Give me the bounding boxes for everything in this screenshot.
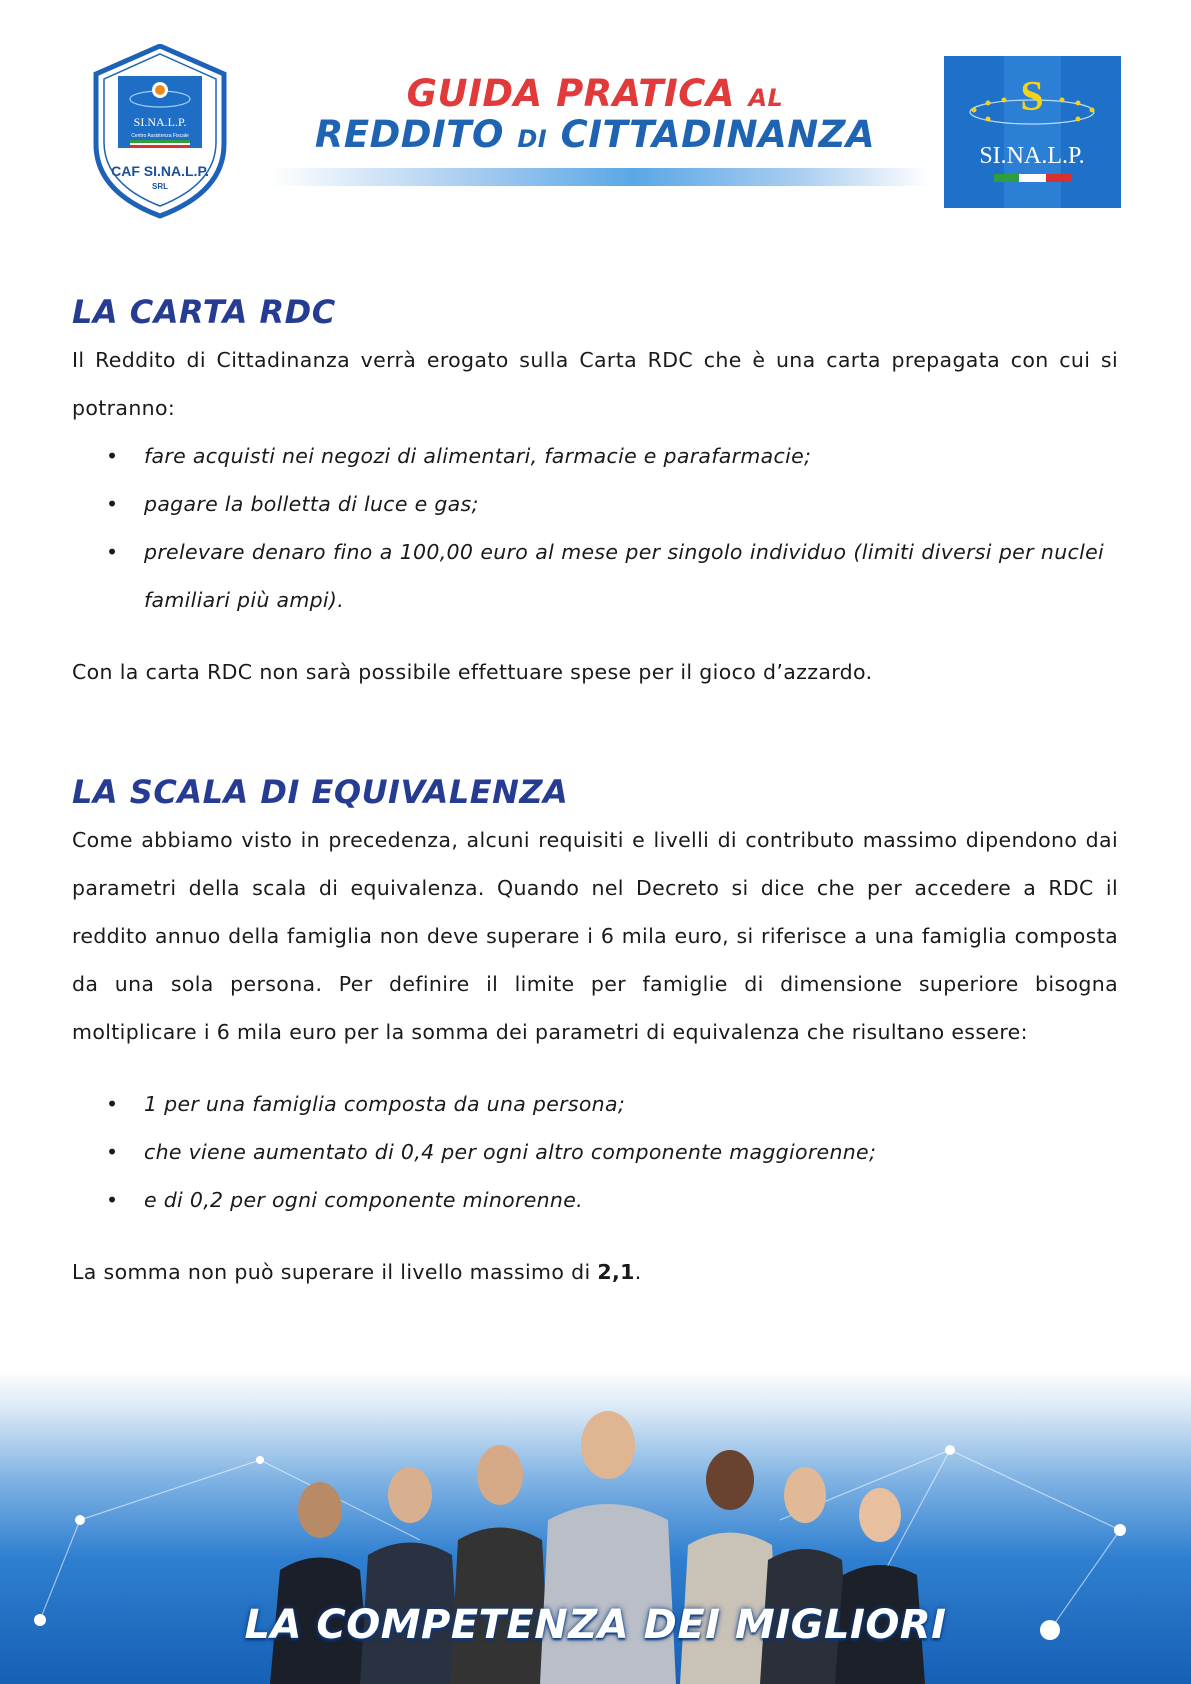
title-line-2: [260, 112, 930, 156]
title-di: DI: [517, 124, 548, 153]
bullet-icon: •: [106, 1140, 119, 1164]
title-reddito: REDDITO: [314, 112, 504, 156]
list-item-text: che viene aumentato di 0,4 per ogni altro componente maggiorenne;: [144, 1140, 877, 1164]
max-level-value: 2,1: [597, 1260, 635, 1284]
title-al: AL: [748, 84, 784, 112]
section-scala-equivalenza: [72, 768, 1118, 1296]
footer-slogan: LA COMPETENZA DEI MIGLIORI: [244, 1602, 947, 1648]
paragraph-scala-intro: Come abbiamo visto in precedenza, alcuni requisiti e livelli di contributo massimo dipendono dai parametri della scala di equivalenza. Quando nel Decreto si dice che per accedere a RDC il reddito annuo della famiglia non deve superare i 6 mila euro, si riferisce a una famiglia composta da una sola persona. Per definire il limite per famiglie di dimensione superiore bisogna moltiplicare i 6 mila euro per la somma dei parametri di equivalenza che risultano essere:: [72, 828, 1118, 1044]
bullet-icon: •: [106, 492, 119, 516]
page-footer-banner: [0, 1370, 1191, 1684]
list-item-text: e di 0,2 per ogni componente minorenne.: [144, 1188, 583, 1212]
section-heading-scala-equivalenza: LA SCALA DI EQUIVALENZA: [72, 773, 569, 811]
spacer: [72, 1224, 1118, 1248]
closing-text: La somma non può superare il livello massimo di: [72, 1260, 598, 1284]
page-header: [0, 0, 1191, 230]
logo-left-tagline: Centro Assistenza Fiscale: [131, 133, 189, 139]
list-item: [72, 1176, 1118, 1224]
list-item: [72, 480, 1118, 528]
paragraph-carta-rdc-closing: Con la carta RDC non sarà possibile effettuare spese per il gioco d’azzardo.: [72, 660, 873, 684]
spacer: [72, 624, 1118, 648]
paragraph-carta-rdc-intro: Il Reddito di Cittadinanza verrà erogato sulla Carta RDC che è una carta prepagata con cui si potranno:: [72, 348, 1118, 420]
closing-suffix: .: [634, 1260, 642, 1284]
sinalp-logo: [944, 56, 1121, 208]
list-item: [72, 432, 1118, 480]
title-cittadinanza: CITTADINANZA: [560, 112, 876, 156]
title-line-1: [260, 74, 930, 115]
document-title: [260, 74, 930, 155]
bullet-icon: •: [106, 444, 119, 468]
paragraph-scala-closing: [72, 1248, 1118, 1296]
list-item: [72, 528, 1118, 624]
list-item-text: pagare la bolletta di luce e gas;: [144, 492, 479, 516]
section-heading-carta-rdc: LA CARTA RDC: [72, 293, 336, 331]
logo-right-text: SI.NA.L.P.: [979, 143, 1085, 169]
logo-right-letter: S: [1020, 74, 1044, 120]
bullet-icon: •: [106, 1188, 119, 1212]
list-item-text: prelevare denaro fino a 100,00 euro al mese per singolo individuo (limiti diversi per nuclei familiari più ampi).: [144, 540, 1104, 612]
section-carta-rdc: [72, 288, 1118, 696]
list-item: [72, 1128, 1118, 1176]
caf-sinalp-logo: [90, 44, 230, 219]
spacer: [72, 696, 1118, 768]
bullet-icon: •: [106, 1092, 119, 1116]
logo-left-bottom-text: CAF SI.NA.L.P.: [111, 163, 209, 179]
scala-equivalenza-list: [72, 1080, 1118, 1224]
list-item: [72, 1080, 1118, 1128]
title-underline-bar: [270, 168, 930, 186]
list-item-text: 1 per una famiglia composta da una persona;: [144, 1092, 626, 1116]
carta-rdc-list: [72, 432, 1118, 624]
logo-left-sub-text: SRL: [152, 182, 168, 191]
logo-left-inner-text: SI.NA.L.P.: [133, 115, 187, 129]
spacer: [72, 1056, 1118, 1080]
list-item-text: fare acquisti nei negozi di alimentari, farmacie e parafarmacie;: [144, 444, 812, 468]
bullet-icon: •: [106, 540, 119, 564]
title-guida-pratica: GUIDA PRATICA: [406, 72, 736, 115]
document-body: [72, 288, 1118, 1296]
